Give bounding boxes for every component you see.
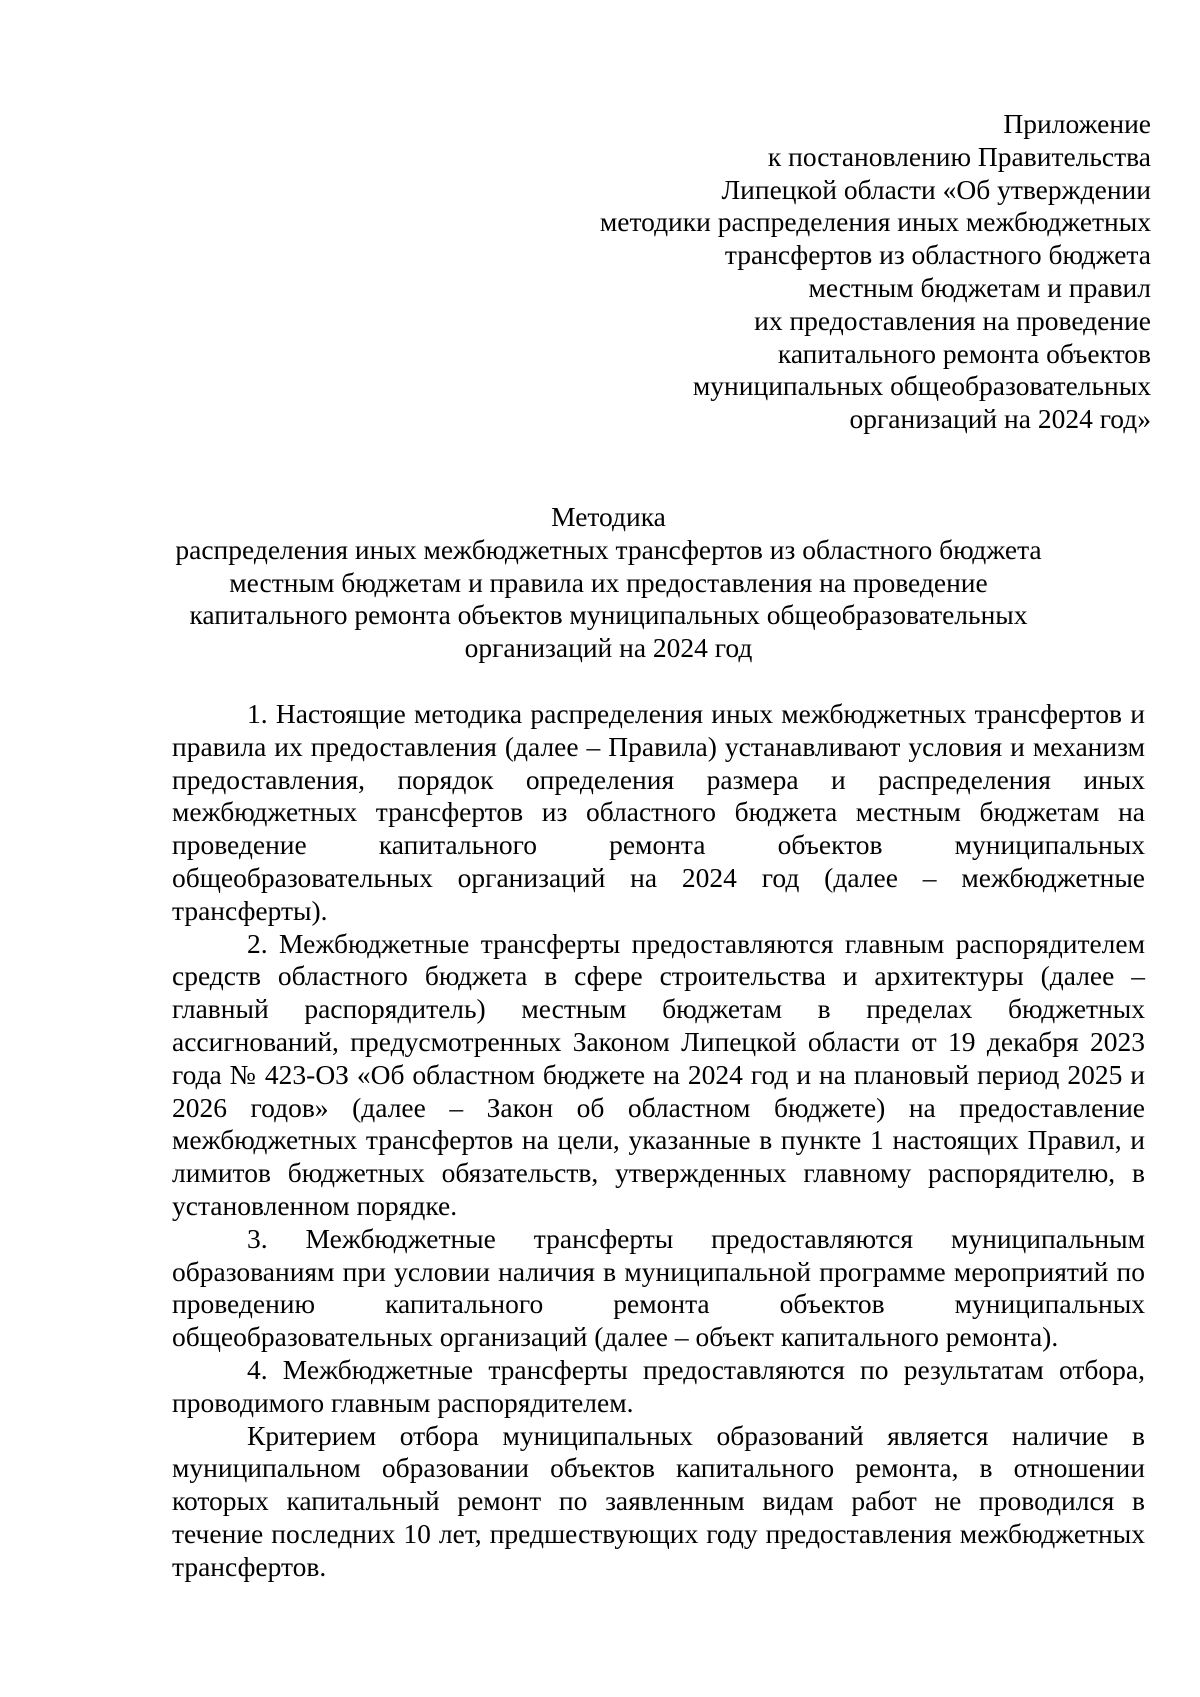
paragraph-2: 2. Межбюджетные трансферты предоставляются главным распорядителем средств областного бюджета в сфере строительства и архитектуры (далее – главный распорядитель) местным бюджетам в пределах бюджетных ассигнований, предусмотренных Законом Липецкой области от 19 декабря 2023 года № 423-ОЗ «Об областном бюджете на 2024 год и на плановый период 2025 и 2026 годов» (далее – Закон об областном бюджете) на предоставление межбюджетных трансфертов на цели, указанные в пункте 1 настоящих Правил, и лимитов бюджетных обязательств, утвержденных главному распорядителю, в установленном порядке. <box>172 927 1145 1221</box>
appendix-line: Приложение <box>1003 108 1151 139</box>
appendix-line: к постановлению Правительства <box>767 140 1151 172</box>
appendix-line: капитального ремонта объектов <box>777 337 1151 369</box>
appendix-line: их предоставления на проведение <box>754 304 1151 336</box>
paragraph-selection-criterion: Критерием отбора муниципальных образований является наличие в муниципальном образовании объектов капитального ремонта, в отношении которых капитальный ремонт по заявленным видам работ не проводился в течение последних 10 лет, предшествующих году предоставления межбюджетных трансфертов. <box>172 1419 1145 1582</box>
appendix-line: методики распределения иных межбюджетных <box>599 206 1151 238</box>
appendix-line: местным бюджетам и правил <box>808 271 1151 303</box>
paragraph-1: 1. Настоящие методика распределения иных межбюджетных трансфертов и правила их предоставления (далее – Правила) устанавливают условия и механизм предоставления, порядок определения размера и распределения иных межбюджетных трансфертов из областного бюджета местным бюджетам на проведение капитального ремонта объектов муниципальных общеобразовательных организаций на 2024 год (далее – межбюджетные трансферты). <box>172 698 1145 926</box>
paragraph-3: 3. Межбюджетные трансферты предоставляются муниципальным образованиям при условии наличия в муниципальной программе мероприятий по проведению капитального ремонта объектов муниципальных общеобразовательных организаций (далее – объект капитального ремонта). <box>172 1222 1145 1353</box>
title-line: распределения иных межбюджетных трансфертов из областного бюджета <box>175 533 1042 565</box>
paragraph-4: 4. Межбюджетные трансферты предоставляются по результатам отбора, проводимого главным распорядителем. <box>172 1353 1145 1418</box>
appendix-line: трансфертов из областного бюджета <box>724 239 1151 271</box>
document-title <box>120 501 1097 665</box>
title-line: местным бюджетам и правила их предоставления на проведение <box>229 566 988 598</box>
appendix-line: муниципальных общеобразовательных <box>692 370 1151 402</box>
title-line: капитального ремонта объектов муниципальных общеобразовательных <box>189 599 1028 631</box>
appendix-line: Липецкой области «Об утверждении <box>721 173 1151 205</box>
title-line: Методика <box>551 501 666 532</box>
appendix-line: организаций на 2024 год» <box>849 403 1151 435</box>
title-line: организаций на 2024 год <box>464 632 753 664</box>
appendix-header <box>511 108 1151 436</box>
document-body <box>172 698 1145 1584</box>
